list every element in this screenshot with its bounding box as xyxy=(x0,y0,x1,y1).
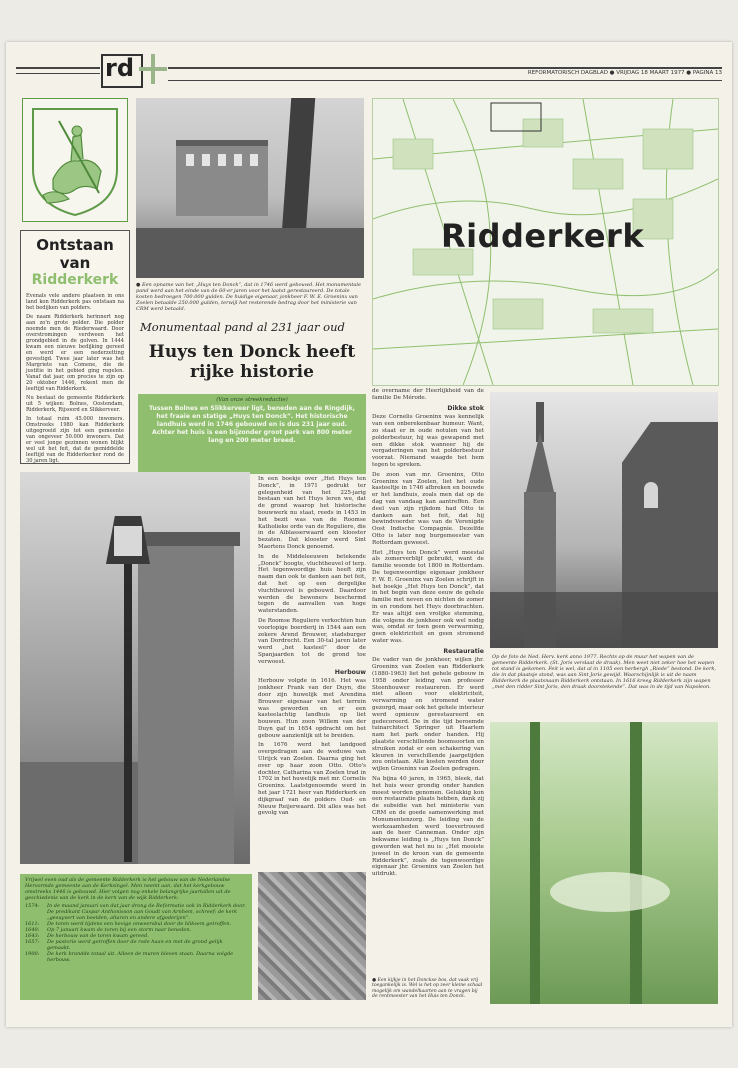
sidebar-paragraph: Evenals vele andere plaatsen in ons land kon Ridderkerk pas ontstaan na het bedijken van polders. xyxy=(26,293,124,311)
article-paragraph: De zoon van mr. Groeninx, Otto Groeninx van Zoelen, liet het oude kasteeltje in 1746 afbreken en bouwde er het landhuis, zoals men dat op de dag van vandaag kan aantreffen. Een deel van zijn rijkdom had Otto te danken aan het feit, dat hij bewindvoerder was van de Verenigde Oost Indische Compagnie. Dezelfde Otto is later nog burgemeester van Rotterdam geweest. xyxy=(372,471,484,546)
park-photo-caption: ● Een kijkje in het Donckse bos, dat vaak vrij toegankelijk is. Wel is het op zeer kleine schaal mogelijk om wandelkaarten aan te vragen bij de rentmeester van het Huis ten Donck. xyxy=(372,978,483,1000)
sidebar-article xyxy=(20,230,130,464)
dateline: REFORMATORISCH DAGBLAD ● VRIJDAG 18 MAART 1977 ● PAGINA 13 xyxy=(527,70,722,76)
article-paragraph: In de Middeleeuwen betekende „Donck” hoogte, vluchtheuvel of terp. Het tegenwoordige huis heeft zijn naam dan ook te danken aan het feit, dat het op een dergelijke vluchtheuvel is gebouwd. Daardoor werden de bewoners beschermd tegen de aanvallen van hoge waterstanden. xyxy=(258,553,366,615)
article-headline: Huys ten Donck heeft rijke historie xyxy=(148,342,356,382)
timeline-entry xyxy=(25,951,247,963)
church-photo xyxy=(490,392,718,648)
masthead xyxy=(16,54,722,88)
article-paragraph: Deze Cornelis Groeninx was kennelijk van een onberekenbaar humeur. Want, zo staat er in oude notulen van het polderbestuur, hij was gewapend met een dikke stok wanneer hij de vergaderingen van het polderbestuur voorzat. Niemand waagde het hem tegen te spreken. xyxy=(372,414,484,468)
timeline-year: 1643: xyxy=(25,933,40,939)
article-paragraph: De Roomse Reguliere verkochten hun voorlopige boerderij in 1544 aan een zekere Arend Brouwer, stadsburger van Dordrecht. Een 30-tal jaren later werd „het kasteel” door de Spanjaarden tot de grond toe verwoest. xyxy=(258,617,366,665)
timeline-text: De kerk brandde totaal uit. Alleen de muren bleven staan. Daarna volgde herbouw. xyxy=(47,951,234,963)
article-column-1 xyxy=(258,476,366,866)
intro-text: Tussen Bolnes en Slikkerveer ligt, beneden aan de Ringdijk, het fraaie en statige „Huys ten Donck”. Het historische landhuis werd in 1746 gebouwd en is dus 231 jaar oud. Achter het huis is een bijzonder groot park van 800 meter lang en 200 meter breed. xyxy=(149,405,355,444)
article-kicker: Monumentaal pand al 231 jaar oud xyxy=(140,320,345,334)
article-paragraph: de overname der Heerlijkheid van de familie De Mérode. xyxy=(372,388,484,401)
map-title: Ridderkerk xyxy=(441,217,645,255)
timeline-text: De herbouw van de toren kwam gereed. xyxy=(47,933,149,939)
timeline-text: De pastorie werd getroffen door de rode haan en met de grond gelijk gemaakt. xyxy=(47,939,223,951)
st-george-dragon-icon xyxy=(23,99,127,221)
map xyxy=(372,98,719,386)
intro-box xyxy=(138,394,366,474)
article-paragraph: Herbouw volgde in 1616. Het was jonkheer Frank van der Duyn, die door zijn huwelijk met Arendina Brouwer eigenaar van het terrein was geworden en er een kasteelachtig landhuis op liet bouwen. Hun zoon Willem van der Duyn gaf in 1654 opdracht om het gebouw aanzienlijk uit te breiden. xyxy=(258,678,366,739)
sidebar-paragraph: De naam Ridderkerk herinnert nog aan zo'n grote polder. Die polder noemde men de Riederwaard. Door overstromingen verdween het grondgebied in de golven. In 1444 kwam een nieuwe bedijking gereed en werd er een nederzetting gevestigd. Twee jaar later was het Margriete van Comene, die de justitie in het gebied ging regelen. Vanaf dat jaar, om precies te zijn op 20 oktober 1446, rekent men de leeftijd van Ridderkerk. xyxy=(26,314,124,392)
timeline-text: Op 7 januari kwam de toren bij een storm naar beneden. xyxy=(47,927,192,933)
lamp-church-photo xyxy=(20,472,250,864)
subhead-dikke-stok: Dikke stok xyxy=(447,404,484,412)
article-column-2 xyxy=(372,388,484,1018)
newspaper-page xyxy=(6,42,732,1027)
timeline-text: In de maand januari van dat jaar drong de Reformatie ook in Ridderkerk door. De predikant Caspar Anthonisson aan Goudt van Arnhem, schreef: de kerk „gesuyvert van beelden, altaren en andere afgoderijen”. xyxy=(47,903,246,921)
logo-text: rd xyxy=(105,54,135,82)
article-paragraph: Het „Huys ten Donck” werd meestal als zomerverblijf gebruikt, want de familie woonde tot 1800 in Rotterdam. De tegenwoordige eigenaar jonkheer F. W. E. Groeninx van Zoelen schrijft in het boekje „Het Huys ten Donck”, dat in het begin van deze eeuw de gehele familie met neven en nichten de zomer in en rondom het Huys doorbrachten. Er was altijd een vrolijke stemming, die volgens de jonkheer ook wel nodig was, omdat er toen geen verwarming, geen elektriciteit en geen stromend water was. xyxy=(372,549,484,644)
article-paragraph: Na bijna 40 jaren, in 1965, bleek, dat het huis weer grondig onder handen moest worden genomen. Gelukkig kon een restauratie plaats hebben, dank zij de subsidie van het ministerie van CRM en de goede samenwerking met Monumentenzorg. De leiding van de werkzaamheden werd toevertrouwd aan de heer Canneman. Onder zijn bekwame leiding is „Huys ten Donck” geworden wat het nu is: „Het mooiste juweel in de kroon van de gemeente Ridderkerk”, zoals de tegenwoordige eigenaar jhr. Groeninx van Zoelen het uitdrukt. xyxy=(372,776,484,878)
sidebar-paragraph: Nu bestaat de gemeente Ridderkerk uit 5 wijken: Bolnes, Oostendam, Ridderkerk, Rijsoord en Slikkerveer. xyxy=(26,395,124,413)
timeline-entry xyxy=(25,903,247,921)
sidebar-title: Ontstaan van xyxy=(36,236,114,272)
rd-logo xyxy=(101,54,143,88)
sidebar-title-2: Ridderkerk xyxy=(31,272,119,288)
timeline-intro: Vrijwel even oud als de gemeente Ridderkerk is het gebouw van de Nederlandse Hervormde gemeente aan de Kerksingel. Men neemt aan, dat het kerkgebouw omstreeks 1446 is gebouwd. Hier volgen nog enkele belangrijke jaartallen uit de geschiedenis van de kerk in de kern van de wijk Ridderkerk: xyxy=(25,877,231,901)
sidebar-paragraph: In totaal ruim 45.000 inwoners. Omstreeks 1980 kan Ridderkerk uitgegroeid zijn tot een gemeente van ongeveer 50.000 inwoners. Dat er veel jonge gezinnen wonen blijkt wel uit het feit, dat de gemiddelde leeftijd van de Ridderkerker rond de 30 jaren ligt. xyxy=(26,416,124,464)
subhead-herbouw: Herbouw xyxy=(334,668,366,676)
timeline-year: 1611: xyxy=(25,921,40,927)
coat-of-arms xyxy=(22,98,128,222)
aerial-photo xyxy=(258,872,366,1000)
timeline-box xyxy=(20,874,252,1000)
article-paragraph: In een boekje over „Het Huys ten Donck”, in 1971 gedrukt ter gelegenheid van het 225-jarig bestaan van het Huys leren we, dat de grond waarop het historische bouwwerk nu staat, reeds in 1453 in het bezit was van de Roomse Katholieke orde van de Reguliere, die in de Alblasserwaard een klooster bezaten. Dat klooster werd Sint Maertens Donck genoemd. xyxy=(258,476,366,550)
article-paragraph: De vader van de jonkheer, wijlen jhr. Groeninx van Zoelen van Ridderkerk (1880-1963) liet het gehele gebouw in 1958 onder leiding van professor Steenhouwer restaureren. Er werd niet alleen voor elektriciteit, verwarming en stromend water gezorgd, maar ook het gehele interieur werd opnieuw gerestaureerd en gedecoreerd. De in die tijd beroemde tuinarchitect Springer uit Haarlem nam het park onder handen. Hij plaatste verschillende boomsoorten en struiken zodat er een schakering van kleuren in verschillende jaargetijden zou ontstaan. Alle kosten werden door wijlen Groeninx van Zoelen gedragen. xyxy=(372,657,484,773)
timeline-text: De toren werd tijdens een hevige onweersbui door de bliksem getroffen. xyxy=(47,921,232,927)
timeline-year: 1640: xyxy=(25,927,40,933)
house-photo-caption: ● Een opname van het „Huys ten Donck”, dat in 1746 werd gebouwd. Het monumentale pand werd aan het einde van de 60-er jaren voor het laatst gerestaureerd. De totale kosten bedroegen 700.000 gulden. De huidige eigenaar, jonkheer F. W. E. Groeninx van Zoelen betaalde 250.000 gulden, terwijl het resterende bedrag door het ministerie van CRM werd betaald. xyxy=(136,282,361,312)
logo-cross-icon xyxy=(139,54,167,84)
byline: (Van onze streekredactie) xyxy=(216,397,288,403)
subhead-restauratie: Restauratie xyxy=(443,647,484,655)
timeline-year: 1900: xyxy=(25,951,40,957)
house-photo xyxy=(136,98,364,278)
article-paragraph: In 1676 werd het landgoed overgedragen aan de weduwe van Ulrijck van Zoelen. Daarna ging het over op haar zoon Otto. Otto's dochter, Catharina van Zoelen trad in 1702 in het huwelijk met mr. Cornelis Groeninx. Laatstgenoemde werd in het jaar 1721 heer van Ridderkerk en dijkgraaf van de polders Oud- en Nieuw Reijerwaard. Dit alles was het gevolg van xyxy=(258,742,366,817)
timeline-entry xyxy=(25,939,247,951)
timeline-year: 1574: xyxy=(25,903,40,909)
timeline-year: 1657: xyxy=(25,939,40,945)
church-photo-caption: Op de foto de Ned. Herv. kerk anno 1977. Rechts op de muur het wapen van de gemeente Ridderkerk. (St. Joris verslaat de draak). Men weet niet zeker hoe het wapen tot stand is gekomen. Feit is wel, dat al in 1105 een herbergh „Riede” bestond. De kerk, die in dat plaatsje stond, was aan Sint Joris gewijd. Waarschijnlijk is uit de naam Ridderkerk de plaatsnaam Ridderkerk ontstaan. In 1616 kreeg Ridderkerk zijn wapen „met den ridder Sint Joris, den draak doorstekende”. Dat was in de tijd van Napoleon. xyxy=(492,654,717,690)
park-photo xyxy=(490,722,718,1004)
